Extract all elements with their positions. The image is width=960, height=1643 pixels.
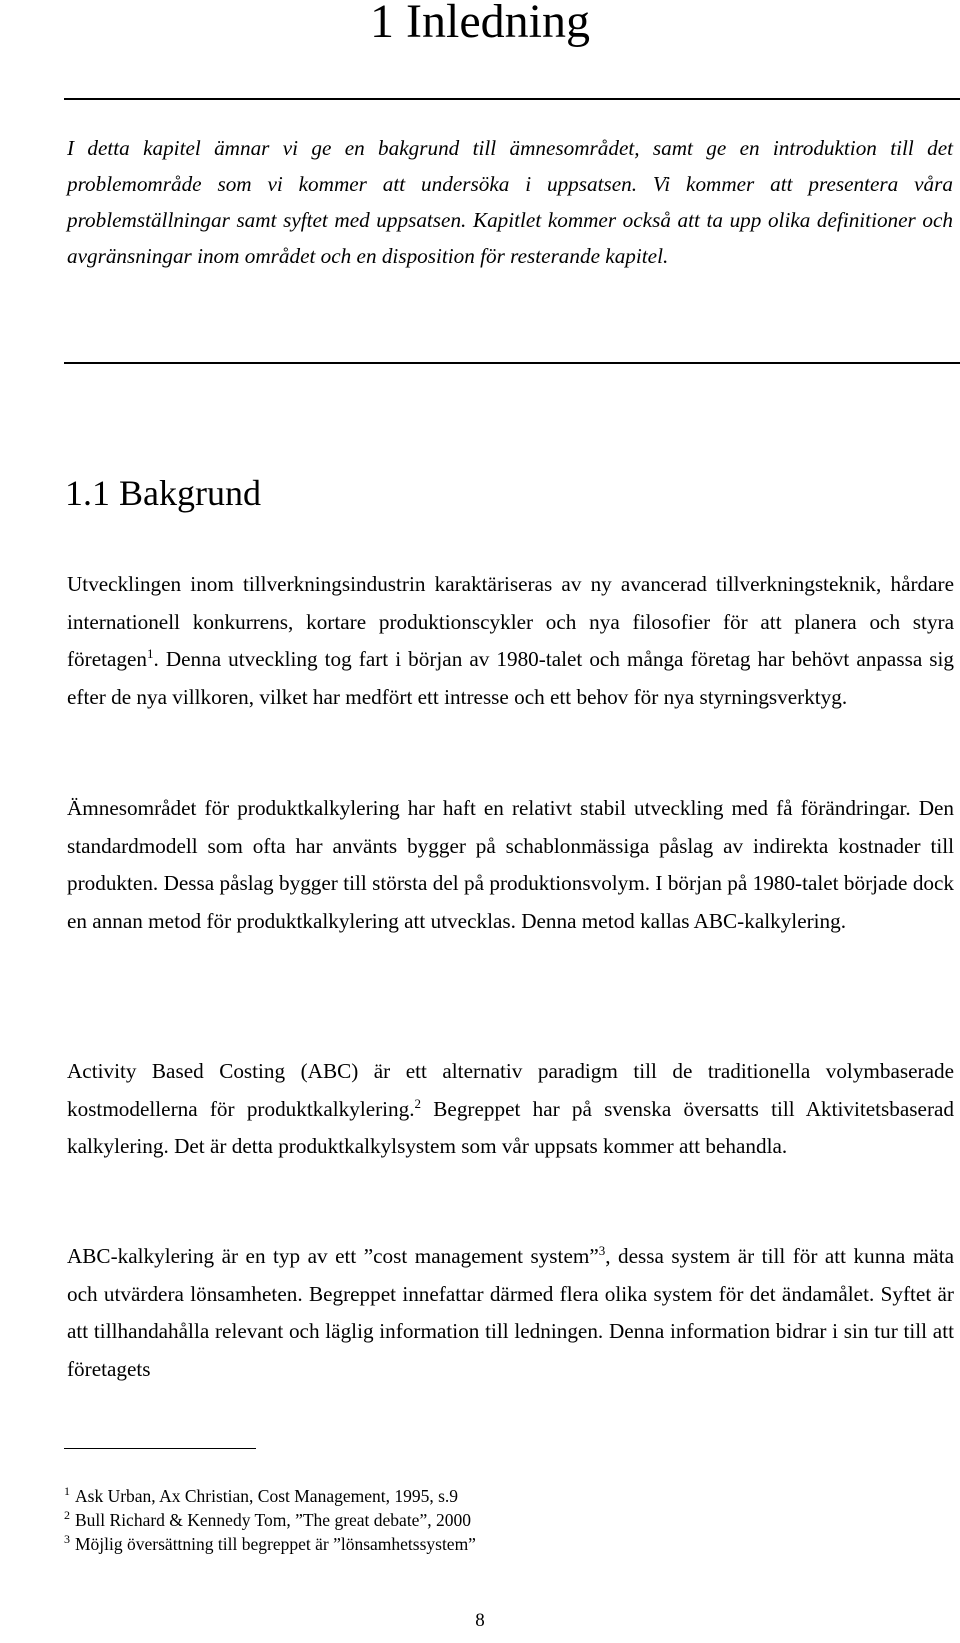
intro-bottom-rule bbox=[64, 362, 960, 364]
chapter-title: 1 Inledning bbox=[370, 0, 590, 48]
paragraph-1 bbox=[67, 566, 954, 716]
chapter-intro: I detta kapitel ämnar vi ge en bakgrund till ämnesområdet, samt ge en introduktion till det problemområde som vi kommer att undersöka i uppsatsen. Vi kommer att presentera våra problemställningar samt syftet med uppsatsen. Kapitlet kommer också att ta upp olika definitioner och avgränsningar inom området och en disposition för resterande kapitel. bbox=[67, 136, 953, 268]
page-number: 8 bbox=[475, 1610, 485, 1631]
paragraph-4-text-a: ABC-kalkylering är en typ av ett ”cost management system” bbox=[67, 1244, 599, 1268]
footnote-list bbox=[64, 1484, 944, 1556]
footnote-ref-3[interactable]: 3 bbox=[598, 1242, 606, 1258]
footnote-ref-2[interactable]: 2 bbox=[414, 1095, 422, 1111]
paragraph-4 bbox=[67, 1238, 954, 1388]
footnote-item bbox=[64, 1532, 944, 1556]
paragraph-3-text-b: Begreppet har på svenska översatts till Aktivitetsbaserad kalkylering. Det är detta produktkalkylsystem som vår uppsats kommer att behandla. bbox=[67, 1096, 954, 1158]
footnote-item bbox=[64, 1508, 944, 1532]
footnote-number: 1 bbox=[64, 1484, 70, 1499]
footnote-number: 2 bbox=[64, 1508, 70, 1523]
section-heading: 1.1 Bakgrund bbox=[65, 473, 261, 513]
paragraph-1-text-b: . Denna utveckling tog fart i början av 1980-talet och många företag har behövt anpassa sig efter de nya villkoren, vilket har medfört ett intresse och ett behov för nya styrningsverktyg. bbox=[67, 647, 954, 709]
paragraph-2: Ämnesområdet för produktkalkylering har haft en relativt stabil utveckling med få förändringar. Den standardmodell som ofta har använts bygger på schablonmässiga påslag av indirekta kostnader till produkten. Dessa påslag bygger till största del på produktionsvolym. I början på 1980-talet började dock en annan metod för produktkalkylering att utvecklas. Denna metod kallas ABC-kalkylering. bbox=[67, 796, 954, 933]
paragraph-3 bbox=[67, 1053, 954, 1166]
intro-top-rule bbox=[64, 98, 960, 100]
footnote-text: Möjlig översättning till begreppet är ”lönsamhetssystem” bbox=[75, 1534, 476, 1554]
footnote-text: Bull Richard & Kennedy Tom, ”The great debate”, 2000 bbox=[75, 1510, 471, 1530]
footnote-separator bbox=[64, 1448, 256, 1449]
paragraph-1-text-a: Utvecklingen inom tillverkningsindustrin karaktäriseras av ny avancerad tillverkningsteknik, hårdare internationell konkurrens, kortare produktionscykler och nya filosofier för att planera och styra företagen bbox=[67, 572, 954, 671]
footnote-number: 3 bbox=[64, 1532, 70, 1547]
paragraph-4-text-b: , dessa system är till för att kunna mäta och utvärdera lönsamheten. Begreppet innefattar därmed flera olika system för det ändamålet. Syftet är att tillhandahålla relevant och läglig information till ledningen. Denna information bidrar i sin tur till att företagets bbox=[67, 1244, 954, 1381]
footnote-ref-1[interactable]: 1 bbox=[147, 645, 154, 661]
paragraph-3-text-a: Activity Based Costing (ABC) är ett alternativ paradigm till de traditionella volymbaserade kostmodellerna för produktkalkylering. bbox=[67, 1059, 954, 1121]
footnote-item bbox=[64, 1484, 944, 1508]
footnote-text: Ask Urban, Ax Christian, Cost Management, 1995, s.9 bbox=[75, 1486, 459, 1506]
